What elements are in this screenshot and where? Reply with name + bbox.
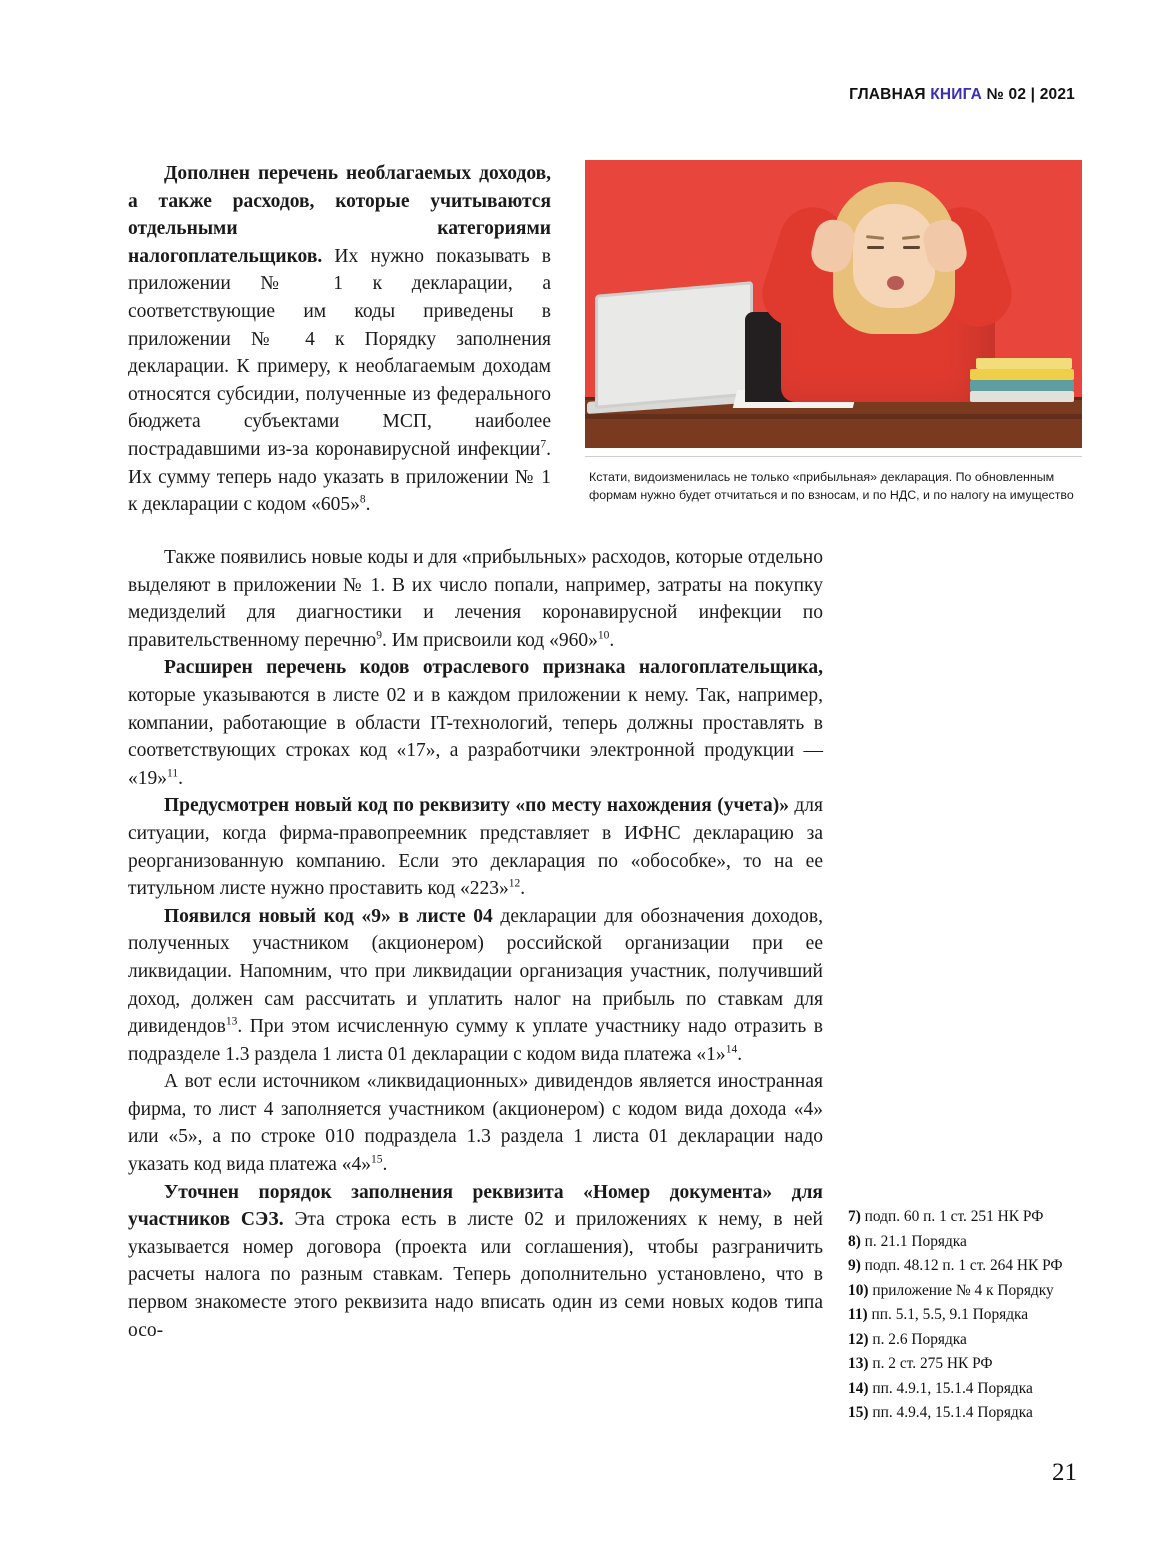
footnote-text: подп. 60 п. 1 ст. 251 НК РФ bbox=[860, 1208, 1044, 1225]
magazine-title-accent: КНИГА bbox=[930, 86, 983, 103]
paragraph-1-body2: . Их сумму теперь надо указать в приложении № 1 к декларации с кодом «605» bbox=[128, 438, 551, 516]
footnote-ref-13: 13 bbox=[225, 1015, 238, 1028]
paragraph-1-body3: . bbox=[365, 494, 371, 516]
paragraph-5-body2: . При этом исчисленную сумму к уплате участнику надо отразить в подразделе 1.3 раздела 1 листа 01 декларации с кодом вида платежа «1» bbox=[128, 1016, 823, 1065]
paragraph-4-lead: Предусмотрен новый код по реквизиту «по месту нахождения (учета)» bbox=[164, 795, 789, 817]
paragraph-2-body2: . Им присвоили код «960» bbox=[382, 629, 598, 651]
footnote-number: 7) bbox=[848, 1208, 861, 1225]
paragraph-2-body: Также появились новые коды и для «прибыльных» расходов, которые отдельно выделяют в приложении № 1. В их число попали, например, затраты на покупку медизделий для диагностики и лечения коронавирусной инфекции по правительственному перечню bbox=[128, 547, 823, 651]
paragraph-7 bbox=[128, 1179, 823, 1345]
footnote-ref-9: 9 bbox=[376, 629, 382, 642]
book-shape bbox=[970, 391, 1074, 402]
person-eye-left-shape bbox=[867, 246, 884, 249]
footnote-text: пп. 5.1, 5.5, 9.1 Порядка bbox=[867, 1306, 1029, 1323]
person-mouth-shape bbox=[887, 276, 904, 290]
footnote-text: п. 2.6 Порядка bbox=[868, 1330, 967, 1348]
paragraph-4-body: для ситуации, когда фирма-правопреемник представляет в ИФНС декларацию за реорганизованную компанию. Если это декларация по «обособке», то на ее титульном листе нужно проставить код «223» bbox=[128, 795, 823, 900]
footnote-item bbox=[848, 1328, 1088, 1353]
footnote-ref-14: 14 bbox=[725, 1043, 738, 1056]
paragraph-3-body: которые указываются в листе 02 и в каждом приложении к нему. Так, например, компании, работающие в области IT-технологий, теперь должны проставлять в соответствующих строках код «17», а разработчики электронной продукции — «19» bbox=[128, 684, 823, 789]
paragraph-1-lead: Дополнен перечень необлагаемых доходов, а также расходов, которые учитываются отдельными категориями налогоплательщиков. bbox=[128, 163, 551, 267]
article-body-top bbox=[128, 160, 823, 519]
footnote-number: 14) bbox=[848, 1379, 869, 1397]
footnote-text: пп. 4.9.4, 15.1.4 Порядка bbox=[868, 1404, 1033, 1421]
footnote-item bbox=[848, 1279, 1088, 1304]
paragraph-5-body3: . bbox=[737, 1043, 743, 1065]
footnote-number: 9) bbox=[848, 1257, 861, 1274]
footnote-text: п. 21.1 Порядка bbox=[860, 1232, 967, 1250]
footnote-item bbox=[848, 1352, 1088, 1377]
book-stack-shape bbox=[970, 352, 1074, 402]
article-body-main bbox=[128, 544, 823, 1344]
issue-number: № 02 | 2021 bbox=[982, 86, 1075, 103]
footnote-text: приложение № 4 к Порядку bbox=[868, 1281, 1054, 1299]
book-shape bbox=[976, 358, 1072, 369]
footnote-number: 12) bbox=[848, 1330, 869, 1348]
paragraph-3 bbox=[128, 654, 823, 792]
footnote-text: п. 2 ст. 275 НК РФ bbox=[868, 1355, 993, 1372]
footnote-ref-7: 7 bbox=[540, 438, 547, 451]
paragraph-6-body: А вот если источником «ликвидационных» дивидендов является иностранная фирма, то лист 4 заполняется участником (акционером) с кодом вида дохода «4» или «5», а по строке 010 подраздела 1.3 раздела 1 листа 01 декларации надо указать код вида платежа «4» bbox=[128, 1071, 823, 1176]
paragraph-2-body3: . bbox=[609, 629, 615, 651]
footnote-number: 10) bbox=[848, 1281, 869, 1299]
person-eye-right-shape bbox=[903, 246, 920, 249]
footnote-item bbox=[848, 1205, 1088, 1230]
footnote-ref-12: 12 bbox=[508, 877, 521, 890]
footnote-item bbox=[848, 1401, 1088, 1426]
paragraph-5 bbox=[128, 903, 823, 1069]
paragraph-2 bbox=[128, 544, 823, 654]
footnote-ref-8: 8 bbox=[359, 493, 366, 506]
footnote-number: 8) bbox=[848, 1232, 861, 1250]
paragraph-3-lead: Расширен перечень кодов отраслевого признака налогоплательщика, bbox=[164, 657, 823, 679]
footnote-number: 13) bbox=[848, 1355, 869, 1372]
footnote-text: пп. 4.9.1, 15.1.4 Порядка bbox=[868, 1379, 1033, 1397]
footnote-item bbox=[848, 1377, 1088, 1402]
footnote-number: 11) bbox=[848, 1306, 868, 1323]
magazine-title-main: ГЛАВНАЯ bbox=[849, 86, 931, 103]
paragraph-6 bbox=[128, 1068, 823, 1178]
paragraph-5-lead: Появился новый код «9» в листе 04 bbox=[164, 905, 493, 927]
footnotes-list bbox=[848, 1205, 1088, 1426]
paragraph-3-body3: . bbox=[178, 767, 183, 789]
footnote-ref-10: 10 bbox=[597, 629, 610, 642]
footnote-item bbox=[848, 1303, 1088, 1328]
book-shape bbox=[970, 380, 1074, 391]
footnote-item bbox=[848, 1230, 1088, 1255]
footnote-ref-11: 11 bbox=[167, 767, 179, 780]
paragraph-5-body: декларации для обозначения доходов, полученных участником (акционером) российской организации при ее ликвидации. Напомним, что при ликвидации организация участник, получивший доход, должен сам рассчитать и уплатить налог на прибыль по ставкам для дивидендов bbox=[128, 905, 823, 1038]
book-shape bbox=[970, 369, 1074, 380]
person-face-shape bbox=[853, 204, 935, 308]
footnote-text: подп. 48.12 п. 1 ст. 264 НК РФ bbox=[860, 1257, 1063, 1274]
page-number: 21 bbox=[1052, 1459, 1077, 1486]
paragraph-1 bbox=[128, 160, 551, 519]
footnote-ref-15: 15 bbox=[371, 1153, 383, 1166]
paragraph-4 bbox=[128, 792, 823, 902]
figure-caption: Кстати, видоизменилась не только «прибыльная» декларация. По обновленным формам нужно будет отчитаться и по взносам, и по НДС, и по налогу на имущество bbox=[585, 456, 1082, 504]
running-header bbox=[849, 86, 1075, 104]
footnote-number: 15) bbox=[848, 1404, 869, 1421]
paragraph-7-body: Эта строка есть в листе 02 и приложениях к нему, в ней указывается номер договора (проекта или соглашения), чтобы разграничить расчеты налога по разным ставкам. Теперь дополнительно установлено, что в первом знакоместе этого реквизита надо вписать один из семи новых кодов типа осо- bbox=[128, 1209, 823, 1341]
footnote-item bbox=[848, 1254, 1088, 1279]
paragraph-1-body: Их нужно показывать в приложении № 1 к декларации, а соответствующие им коды приведены в приложении № 4 к Порядку заполнения декларации. К примеру, к необлагаемым доходам относятся субсидии, полученные из федерального бюджета субъектами МСП, наиболее пострадавшими из-за коронавирусной инфекции bbox=[128, 245, 551, 460]
paragraph-4-body3: . bbox=[520, 878, 526, 900]
paragraph-7-lead: Уточнен порядок заполнения реквизита «Номер документа» для участников СЭЗ. bbox=[128, 1181, 823, 1231]
paragraph-6-body3: . bbox=[382, 1154, 388, 1176]
